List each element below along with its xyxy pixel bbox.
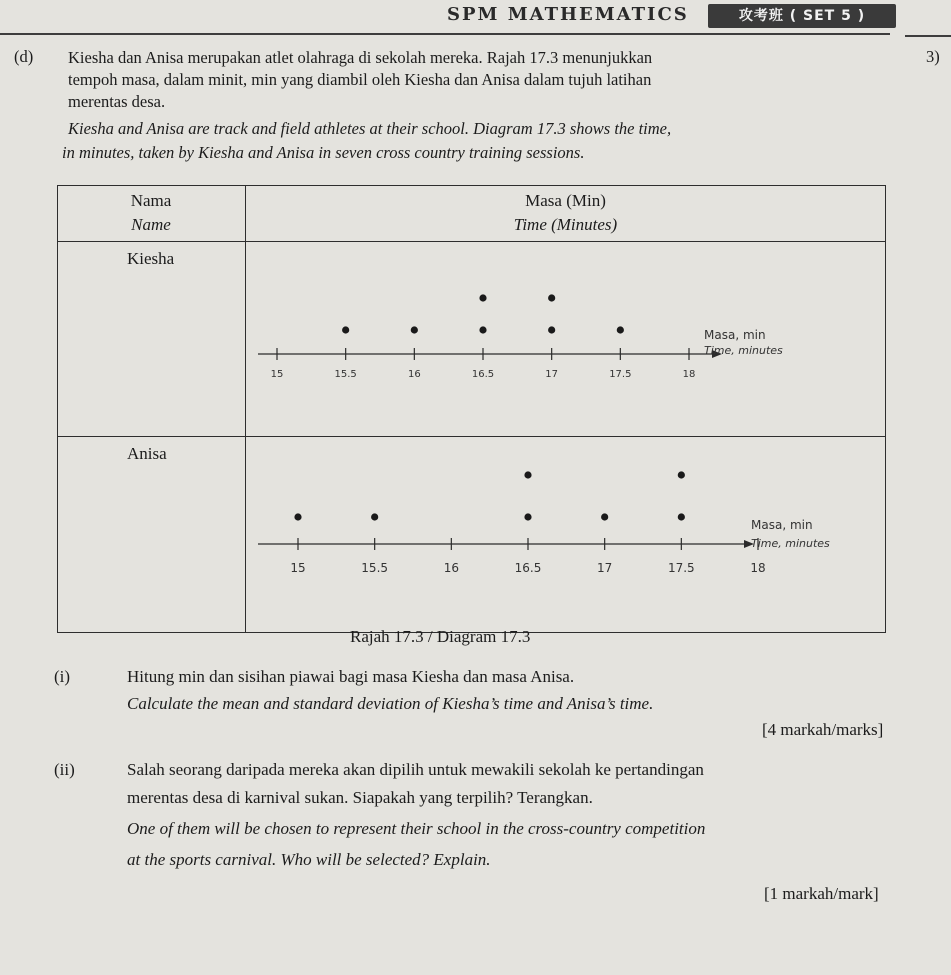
tick-label: 17 <box>545 369 559 380</box>
table-top-border <box>57 185 886 186</box>
data-dot <box>548 294 555 301</box>
anisa-axis-label-malay: Masa, min <box>751 518 813 532</box>
tick-label: 16.5 <box>514 561 542 575</box>
data-table <box>57 185 886 633</box>
col-name-header-malay: Nama <box>130 191 172 210</box>
tick-label: 15 <box>290 561 306 575</box>
english-line-1: Kiesha and Anisa are track and field athletes at their school. Diagram 17.3 shows the time, <box>68 119 672 138</box>
header-divider <box>0 33 890 35</box>
data-dot <box>548 326 555 333</box>
data-dot <box>678 471 685 478</box>
question-label: (d) <box>14 47 34 66</box>
kiesha-dot-plot <box>246 242 885 436</box>
data-dot <box>411 326 418 333</box>
data-dot <box>342 326 349 333</box>
part-ii-label: (ii) <box>54 760 75 779</box>
malay-line-2: tempoh masa, dalam minit, min yang diambil oleh Kiesha dan Anisa dalam tujuh latihan <box>68 70 652 89</box>
tick-label: 17.5 <box>609 369 632 380</box>
part-ii-malay-line-1: Salah seorang daripada mereka akan dipilih untuk mewakili sekolah ke pertandingan <box>127 760 704 779</box>
part-i-malay: Hitung min dan sisihan piawai bagi masa Kiesha dan masa Anisa. <box>127 667 575 686</box>
data-dot <box>524 513 531 520</box>
data-dot <box>479 326 486 333</box>
row-name-anisa: Anisa <box>127 444 167 463</box>
header-title: SPM MATHEMATICS <box>447 4 689 25</box>
header-divider-right <box>905 35 951 37</box>
kiesha-axis-label-malay: Masa, min <box>704 328 766 342</box>
data-dot <box>294 513 301 520</box>
part-ii-malay-line-2: merentas desa di karnival sukan. Siapakah yang terpilih? Terangkan. <box>127 788 593 807</box>
tick-label: 16 <box>443 561 459 575</box>
row-name-kiesha: Kiesha <box>127 249 175 268</box>
tick-label: 18 <box>682 369 696 380</box>
part-i-marks: [4 markah/marks] <box>762 720 884 739</box>
part-ii-marks: [1 markah/mark] <box>764 884 879 903</box>
part-i-label: (i) <box>54 667 71 686</box>
data-dot <box>617 326 624 333</box>
data-dot <box>601 513 608 520</box>
malay-line-3: merentas desa. <box>68 92 166 111</box>
diagram-caption: Rajah 17.3 / Diagram 17.3 <box>350 627 531 646</box>
tick-label: 16.5 <box>471 369 495 380</box>
data-dot <box>479 294 486 301</box>
tick-label: 17 <box>597 561 613 575</box>
tick-label: 15.5 <box>334 369 357 380</box>
table-left-border <box>57 185 58 633</box>
set-badge: 攻考班 ( SET 5 ) <box>708 4 896 28</box>
malay-line-1: Kiesha dan Anisa merupakan atlet olahraga di sekolah mereka. Rajah 17.3 menunjukkan <box>68 48 653 67</box>
part-ii-english-line-1: One of them will be chosen to represent their school in the cross-country competition <box>127 819 706 838</box>
kiesha-axis-label-english: Time, minutes <box>704 344 783 357</box>
tick-label: 16 <box>407 369 421 380</box>
page-header <box>0 0 951 34</box>
part-i-english: Calculate the mean and standard deviation of Kiesha’s time and Anisa’s time. <box>127 694 654 713</box>
data-dot <box>678 513 685 520</box>
tick-label: 15 <box>270 369 284 380</box>
table-right-border <box>885 185 886 633</box>
tick-label: 15.5 <box>361 561 389 575</box>
col-time-header-english: Time (Minutes) <box>513 215 618 234</box>
col-time-header-malay: Masa (Min) <box>525 191 606 210</box>
data-dot <box>371 513 378 520</box>
anisa-dot-plot <box>246 437 885 632</box>
tick-label: 18 <box>750 561 766 575</box>
anisa-axis-label-english: Time, minutes <box>751 537 830 550</box>
part-ii-english-line-2: at the sports carnival. Who will be selected? Explain. <box>127 850 491 869</box>
english-line-2: in minutes, taken by Kiesha and Anisa in seven cross country training sessions. <box>62 143 585 162</box>
col-name-header-english: Name <box>131 215 171 234</box>
question-marks: 3) <box>926 47 940 66</box>
tick-label: 17.5 <box>667 561 695 575</box>
data-dot <box>524 471 531 478</box>
